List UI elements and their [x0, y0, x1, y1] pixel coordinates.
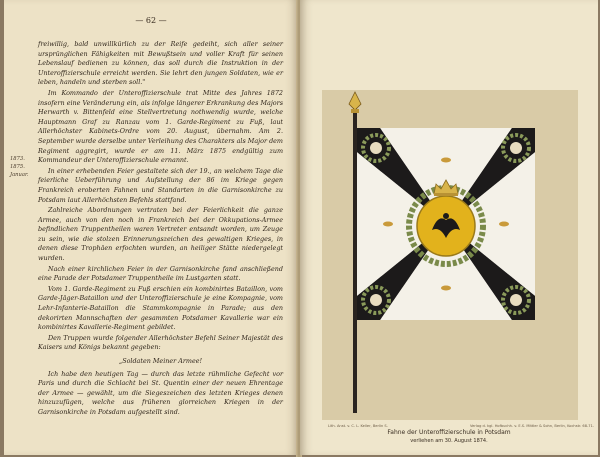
page-number: — 62 —: [135, 16, 167, 25]
plate-caption-subtitle: verliehen am 30. August 1874.: [410, 438, 488, 444]
paragraph: freiwillig, bald unwillkürlich zu der Reife gedeiht, sich aller seiner ursprünglichen Fähigkeiten mit Bewußtsein und voller Kraft für seinen Lebenslauf bedienen zu können, das soll durch die Instruktion in der Unteroffizierschule erreicht werden. Sie lehrt den jungen Soldaten, wie er leben, handeln und sterben soll.": [38, 40, 283, 87]
paragraph: Vom 1. Garde-Regiment zu Fuß erschien ein kombinirtes Bataillon, vom Garde-Jäger-Bataillon und der Unteroffizierschule je eine Kompagnie, vom Lehr-Infanterie-Bataillon die Stammkompagnie in Parade; aus den dekorirten Mannschaften der gesammten Potsdamer Kavallerie war ein kombinirtes Kavallerie-Regiment gebildet.: [38, 284, 283, 332]
publisher-credit: Verlag d. kgl. Hofbuchh. v. E.S. Mittler & Sohn, Berlin, Kochstr. 68-71.: [470, 424, 595, 428]
paragraph: In einer erhebenden Feier gestaltete sich der 19., an welchem Tage die feierliche Ueberführung und Aufstellung der 86 im Kriege gegen Frankreich eroberten Fahnen und Standarten in die Garnisonkirche zu Potsdam laut Allerhöchsten Befehls stattfand.: [38, 166, 283, 204]
margin-note-year: 1873.: [10, 156, 25, 162]
flag-pole: [353, 108, 357, 413]
regimental-flag-illustration: [340, 90, 550, 415]
paragraph: Den Truppen wurde folgender Allerhöchster Befehl Seiner Majestät des Kaisers und Königs bekannt gegeben:: [38, 333, 283, 352]
paragraph: Zahlreiche Abordnungen vertraten bei der Feierlichkeit die ganze Armee, auch von den noch in Frankreich bei der Okkupations-Armee befindlichen Truppentheilen waren Vertreter entsandt worden, um Zeuge zu sein, wie die stolzen Erinnerungszeichen des gewaltigen Krieges, in denen diese Trophäen erfochten wurden, an heiliger Stätte niedergelegt wurden.: [38, 206, 283, 263]
quote-heading: „Soldaten Meiner Armee!: [118, 357, 203, 365]
margin-note-year-2: 1875.: [10, 164, 25, 170]
quote-body: Ich habe den heutigen Tag — durch das letzte rühmliche Gefecht vor Paris und durch die Schlacht bei St. Quentin einer der neuen Ehrentage der Armee — gewählt, um die Siegeszeichen des letzten Krieges denen hinzuzufügen, welche aus früheren glorreichen Kriegen in der Garnisonkirche in Potsdam aufgestellt sind.: [38, 369, 283, 416]
paragraph: Im Kommando der Unteroffizierschule trat Mitte des Jahres 1872 insofern eine Veränderung ein, als infolge längerer Erkrankung des Majors Herwarth v. Bittenfeld eine Stellvertretung nothwendig wurde, welche Hauptmann Graf zu Ranzau vom 1. Garde-Regiment zu Fuß, laut Allerhöchster Kabinets-Ordre vom 20. August, übernahm. Am 2. September wurde derselbe unter Verleihung des Charakters als Major dem Regiment aggregirt, wurde er am 11. März 1875 endgültig zum Kommandeur der Unteroffizierschule ernannt.: [38, 88, 283, 165]
lithographer-credit: Lith. Anst. v. C. L. Keller, Berlin S.: [328, 424, 388, 428]
pole-finial: [349, 92, 361, 110]
paragraph: Nach einer kirchlichen Feier in der Garnisonkirche fand anschließend eine Parade der Potsdamer Truppentheile im Lustgarten statt.: [38, 264, 283, 283]
body-text: [38, 40, 283, 419]
margin-note-month: Januar.: [10, 172, 29, 178]
pole-collar: [351, 109, 359, 113]
plate-caption-title: Fahne der Unteroffizierschule in Potsdam: [387, 429, 511, 436]
